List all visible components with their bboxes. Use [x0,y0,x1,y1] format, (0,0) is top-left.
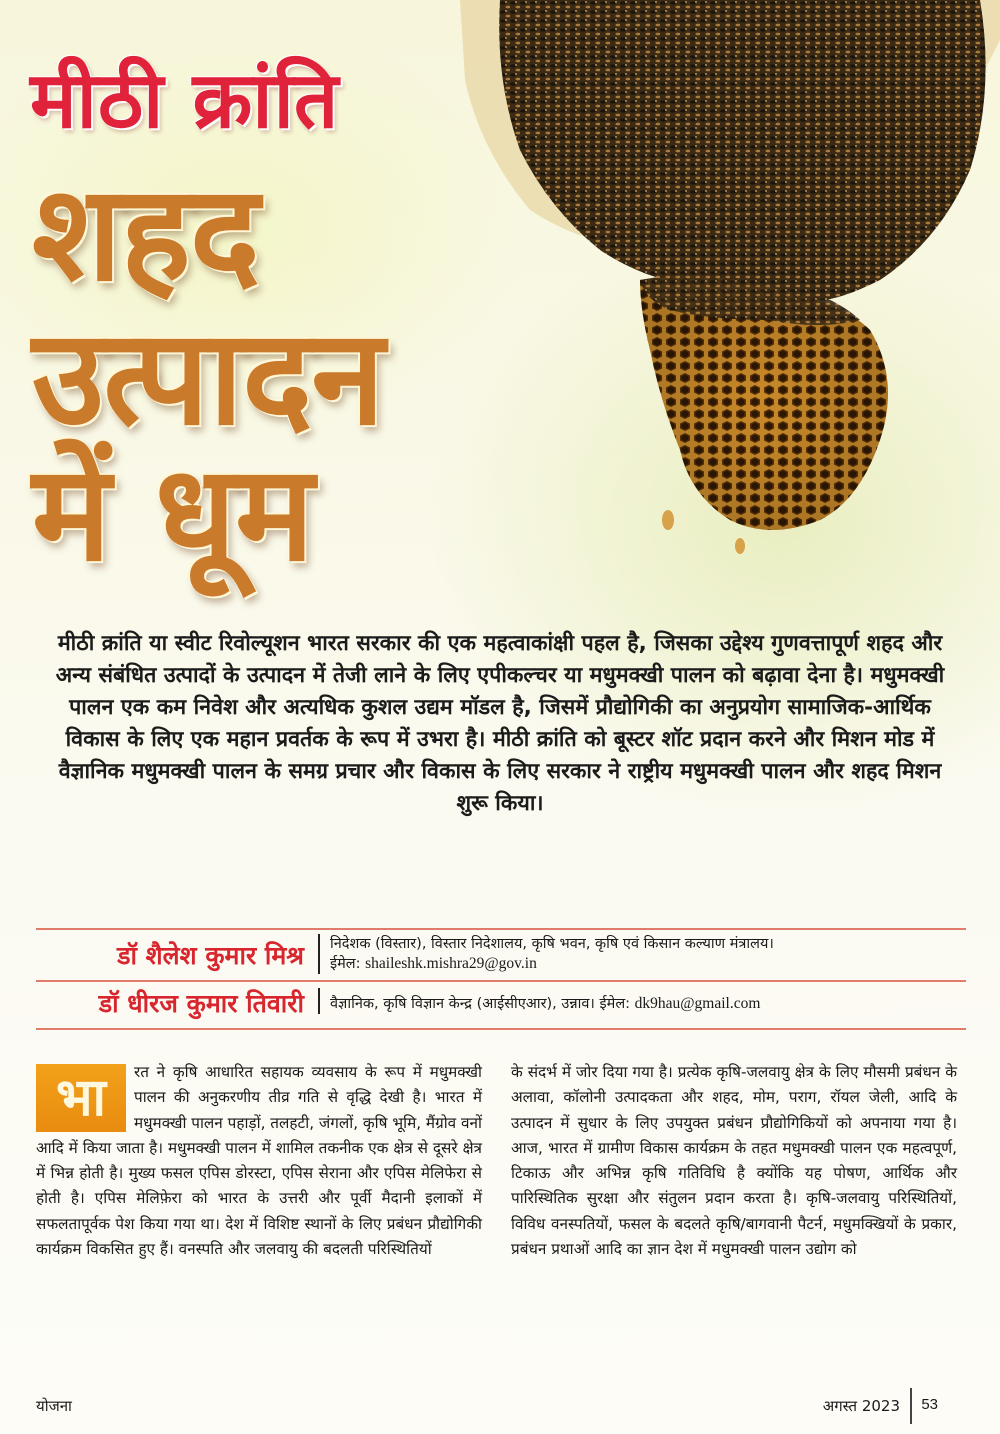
author-block [36,928,966,1030]
page-number: 53 [921,1396,938,1413]
author-affiliation-1: निदेशक (विस्तार), विस्तार निदेशालय, कृषि भवन, कृषि एवं किसान कल्याण मंत्रालय। [330,936,774,952]
author-email-line-1 [330,954,966,974]
body-column-right [511,1060,957,1262]
section-kicker: मीठी क्रांति [30,56,340,146]
author-name-1: डॉ शैलेश कुमार मिश्र [117,941,304,970]
headline-line-1: शहद [32,157,259,311]
page-footer [36,1392,966,1420]
magazine-name: योजना [36,1397,72,1415]
drop-cap: भा [36,1064,126,1132]
author-email-2: dk9hau@gmail.com [634,995,761,1012]
body-text-right: के संदर्भ में जोर दिया गया है। प्रत्येक कृषि-जलवायु क्षेत्र के लिए मौसमी प्रबंधन के अलावा, कॉलोनी उत्पादकता और शहद, मोम, पराग, रॉयल जेली, आदि के उत्पादन में सुधार के लिए उपयुक्त प्रबंधन प्रौद्योगिकियों को अपनाया गया है। आज, भारत में ग्रामीण विकास कार्यक्रम के तहत मधुमक्खी पालन एक महत्वपूर्ण, टिकाऊ और अभिन्न कृषि गतिविधि है क्योंकि यह पोषण, आर्थिक और पारिस्थितिक सुरक्षा और संतुलन प्रदान करता है। कृषि-जलवायु परिस्थितियों, विविध वनस्पतियों, फसल के बदलते कृषि/बागवानी पैटर्न, मधुमक्खियों के प्रकार, प्रबंधन प्रथाओं आदि का ज्ञान देश में मधुमक्खी पालन उद्योग को [511,1063,957,1259]
headline-line-2: उत्पादन [32,301,384,455]
body-column-left [36,1060,482,1262]
author-info-2 [318,988,966,1014]
honeycomb-bee-photo [440,0,1000,560]
author-email-1: shaileshk.mishra29@gov.in [365,955,537,972]
intro-paragraph: मीठी क्रांति या स्वीट रिवोल्यूशन भारत सरकार की एक महत्वाकांक्षी पहल है, जिसका उद्देश्य गुणवत्तापूर्ण शहद और अन्य संबंधित उत्पादों के उत्पादन में तेजी लाने के लिए एपीकल्चर या मधुमक्खी पालन को बढ़ावा देना है। मधुमक्खी पालन एक कम निवेश और अत्यधिक कुशल उद्यम मॉडल है, जिसमें प्रौद्योगिकी का अनुप्रयोग सामाजिक-आर्थिक विकास के लिए एक महान प्रवर्तक के रूप में उभरा है। मीठी क्रांति को बूस्टर शॉट प्रदान करने और मिशन मोड में वैज्ञानिक मधुमक्खी पालन के समग्र प्रचार और विकास के लिए सरकार ने राष्ट्रीय मधुमक्खी पालन और शहद मिशन शुरू किया। [55,631,945,816]
body-text-left: रत ने कृषि आधारित सहायक व्यवसाय के रूप में मधुमक्खी पालन की अनुकरणीय तीव्र गति से वृद्धि देखी है। भारत में मधुमक्खी पालन पहाड़ों, तलहटी, जंगलों, कृषि भूमि, मैंग्रोव वनों आदि में किया जाता है। मधुमक्खी पालन में शामिल तकनीक एक क्षेत्र से दूसरे क्षेत्र में भिन्न होती है। मुख्य फसल एपिस डोरस्टा, एपिस सेराना और एपिस मेलिफेरा से होती है। एपिस मेलिफ़ेरा को भारत के उत्तरी और पूर्वी मैदानी इलाकों में सफलतापूर्वक पेश किया गया था। देश में विशिष्ट स्थानों के लिए प्रबंधन प्रौद्योगिकी कार्यक्रम विकसित हुए हैं। वनस्पति और जलवायु की बदलती परिस्थितियों [36,1063,482,1259]
email-label: ईमेल: [330,956,361,972]
headline-line-3: में धूम [32,437,314,591]
author-row-2 [36,982,966,1030]
author-affiliation-2: वैज्ञानिक, कृषि विज्ञान केन्द्र (आईसीएआर), उन्नाव। ईमेल: [330,996,631,1012]
footer-divider [910,1388,912,1424]
author-row-1 [36,928,966,982]
issue-date: अगस्त 2023 [822,1397,900,1415]
author-info-1 [318,934,966,974]
author-name-2: डॉ धीरज कुमार तिवारी [98,989,304,1018]
